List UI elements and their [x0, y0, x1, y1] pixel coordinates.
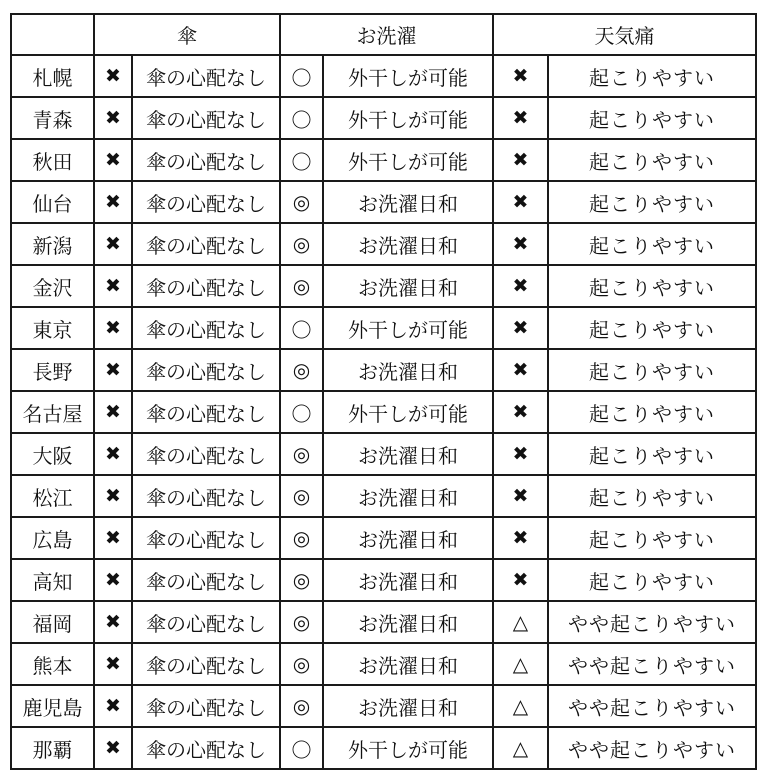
weather-pain-symbol: ✖: [493, 559, 548, 601]
weather-pain-symbol: ✖: [493, 265, 548, 307]
umbrella-symbol: ✖: [94, 559, 132, 601]
umbrella-symbol: ✖: [94, 391, 132, 433]
umbrella-text: 傘の心配なし: [132, 475, 280, 517]
umbrella-symbol: ✖: [94, 433, 132, 475]
weather-pain-text: 起こりやすい: [548, 349, 756, 391]
city-cell: 鹿児島: [11, 685, 94, 727]
weather-pain-text: 起こりやすい: [548, 139, 756, 181]
laundry-text: お洗濯日和: [323, 517, 493, 559]
laundry-text: お洗濯日和: [323, 643, 493, 685]
weather-pain-symbol: △: [493, 601, 548, 643]
weather-pain-text: やや起こりやすい: [548, 643, 756, 685]
laundry-symbol: 〇: [280, 55, 323, 97]
umbrella-symbol: ✖: [94, 727, 132, 769]
laundry-symbol: ◎: [280, 643, 323, 685]
weather-pain-symbol: △: [493, 685, 548, 727]
laundry-symbol: 〇: [280, 97, 323, 139]
city-cell: 大阪: [11, 433, 94, 475]
laundry-symbol: ◎: [280, 601, 323, 643]
laundry-symbol: ◎: [280, 475, 323, 517]
laundry-text: お洗濯日和: [323, 601, 493, 643]
weather-pain-symbol: ✖: [493, 307, 548, 349]
weather-pain-text: 起こりやすい: [548, 265, 756, 307]
table-row: [11, 55, 756, 97]
laundry-text: お洗濯日和: [323, 181, 493, 223]
laundry-text: お洗濯日和: [323, 223, 493, 265]
umbrella-text: 傘の心配なし: [132, 559, 280, 601]
umbrella-text: 傘の心配なし: [132, 601, 280, 643]
weather-pain-symbol: △: [493, 727, 548, 769]
laundry-text: お洗濯日和: [323, 475, 493, 517]
table-row: [11, 265, 756, 307]
umbrella-text: 傘の心配なし: [132, 433, 280, 475]
umbrella-symbol: ✖: [94, 685, 132, 727]
umbrella-symbol: ✖: [94, 265, 132, 307]
city-cell: 熊本: [11, 643, 94, 685]
umbrella-symbol: ✖: [94, 97, 132, 139]
city-cell: 新潟: [11, 223, 94, 265]
header-laundry: お洗濯: [280, 14, 493, 55]
table-row: [11, 559, 756, 601]
weather-pain-symbol: ✖: [493, 139, 548, 181]
laundry-symbol: 〇: [280, 727, 323, 769]
laundry-text: お洗濯日和: [323, 685, 493, 727]
table-row: [11, 433, 756, 475]
weather-pain-symbol: ✖: [493, 55, 548, 97]
weather-pain-text: 起こりやすい: [548, 223, 756, 265]
laundry-text: お洗濯日和: [323, 433, 493, 475]
laundry-text: お洗濯日和: [323, 349, 493, 391]
umbrella-symbol: ✖: [94, 181, 132, 223]
umbrella-symbol: ✖: [94, 643, 132, 685]
table-row: [11, 685, 756, 727]
weather-pain-text: やや起こりやすい: [548, 727, 756, 769]
city-cell: 名古屋: [11, 391, 94, 433]
table-row: [11, 223, 756, 265]
weather-pain-symbol: △: [493, 643, 548, 685]
city-cell: 広島: [11, 517, 94, 559]
laundry-symbol: ◎: [280, 517, 323, 559]
weather-pain-text: やや起こりやすい: [548, 685, 756, 727]
weather-pain-text: 起こりやすい: [548, 559, 756, 601]
laundry-text: 外干しが可能: [323, 139, 493, 181]
header-weather-pain: 天気痛: [493, 14, 756, 55]
table-row: [11, 727, 756, 769]
city-cell: 青森: [11, 97, 94, 139]
umbrella-text: 傘の心配なし: [132, 349, 280, 391]
umbrella-symbol: ✖: [94, 517, 132, 559]
umbrella-symbol: ✖: [94, 55, 132, 97]
weather-pain-symbol: ✖: [493, 475, 548, 517]
laundry-symbol: 〇: [280, 139, 323, 181]
umbrella-text: 傘の心配なし: [132, 265, 280, 307]
table-row: [11, 517, 756, 559]
city-cell: 長野: [11, 349, 94, 391]
umbrella-symbol: ✖: [94, 307, 132, 349]
umbrella-symbol: ✖: [94, 349, 132, 391]
city-cell: 東京: [11, 307, 94, 349]
umbrella-text: 傘の心配なし: [132, 391, 280, 433]
weather-pain-symbol: ✖: [493, 517, 548, 559]
laundry-symbol: 〇: [280, 391, 323, 433]
city-cell: 秋田: [11, 139, 94, 181]
weather-pain-text: 起こりやすい: [548, 391, 756, 433]
weather-pain-text: 起こりやすい: [548, 475, 756, 517]
umbrella-symbol: ✖: [94, 475, 132, 517]
laundry-text: お洗濯日和: [323, 265, 493, 307]
laundry-text: お洗濯日和: [323, 559, 493, 601]
table-row: [11, 307, 756, 349]
umbrella-text: 傘の心配なし: [132, 181, 280, 223]
table-row: [11, 181, 756, 223]
table-row: [11, 97, 756, 139]
weather-pain-text: やや起こりやすい: [548, 601, 756, 643]
header-umbrella: 傘: [94, 14, 280, 55]
umbrella-text: 傘の心配なし: [132, 55, 280, 97]
laundry-symbol: 〇: [280, 307, 323, 349]
laundry-symbol: ◎: [280, 433, 323, 475]
city-cell: 仙台: [11, 181, 94, 223]
laundry-text: 外干しが可能: [323, 307, 493, 349]
weather-pain-text: 起こりやすい: [548, 97, 756, 139]
umbrella-symbol: ✖: [94, 139, 132, 181]
laundry-symbol: ◎: [280, 223, 323, 265]
weather-pain-text: 起こりやすい: [548, 181, 756, 223]
weather-pain-symbol: ✖: [493, 181, 548, 223]
city-cell: 那覇: [11, 727, 94, 769]
umbrella-text: 傘の心配なし: [132, 139, 280, 181]
weather-pain-symbol: ✖: [493, 223, 548, 265]
umbrella-symbol: ✖: [94, 223, 132, 265]
city-cell: 札幌: [11, 55, 94, 97]
laundry-symbol: ◎: [280, 685, 323, 727]
umbrella-symbol: ✖: [94, 601, 132, 643]
table-row: [11, 475, 756, 517]
umbrella-text: 傘の心配なし: [132, 727, 280, 769]
header-row: [11, 14, 756, 55]
laundry-symbol: ◎: [280, 559, 323, 601]
umbrella-text: 傘の心配なし: [132, 223, 280, 265]
umbrella-text: 傘の心配なし: [132, 307, 280, 349]
forecast-table: [10, 13, 757, 770]
laundry-symbol: ◎: [280, 181, 323, 223]
weather-pain-symbol: ✖: [493, 433, 548, 475]
laundry-text: 外干しが可能: [323, 55, 493, 97]
city-cell: 松江: [11, 475, 94, 517]
table-body: [11, 55, 756, 769]
umbrella-text: 傘の心配なし: [132, 517, 280, 559]
table-row: [11, 139, 756, 181]
weather-pain-text: 起こりやすい: [548, 55, 756, 97]
city-cell: 高知: [11, 559, 94, 601]
city-cell: 福岡: [11, 601, 94, 643]
laundry-symbol: ◎: [280, 349, 323, 391]
umbrella-text: 傘の心配なし: [132, 97, 280, 139]
header-city-blank: [11, 14, 94, 55]
weather-pain-text: 起こりやすい: [548, 433, 756, 475]
table-row: [11, 643, 756, 685]
table-row: [11, 349, 756, 391]
umbrella-text: 傘の心配なし: [132, 685, 280, 727]
weather-pain-text: 起こりやすい: [548, 517, 756, 559]
umbrella-text: 傘の心配なし: [132, 643, 280, 685]
weather-pain-text: 起こりやすい: [548, 307, 756, 349]
laundry-text: 外干しが可能: [323, 97, 493, 139]
weather-pain-symbol: ✖: [493, 349, 548, 391]
laundry-text: 外干しが可能: [323, 391, 493, 433]
laundry-text: 外干しが可能: [323, 727, 493, 769]
laundry-symbol: ◎: [280, 265, 323, 307]
table-row: [11, 601, 756, 643]
table-row: [11, 391, 756, 433]
weather-pain-symbol: ✖: [493, 391, 548, 433]
weather-pain-symbol: ✖: [493, 97, 548, 139]
city-cell: 金沢: [11, 265, 94, 307]
